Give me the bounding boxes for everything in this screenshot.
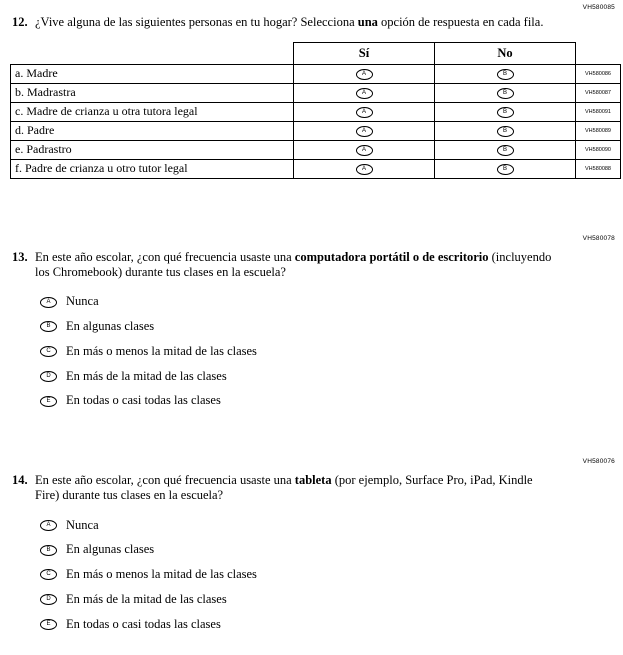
q14-option-algunas bbox=[40, 543, 623, 557]
table-row bbox=[11, 64, 621, 83]
q12-row-b-si-oval[interactable]: A bbox=[356, 88, 373, 99]
row-label: f. Padre de crianza u otro tutor legal bbox=[11, 159, 294, 178]
row-code: VH580087 bbox=[576, 83, 621, 102]
question-13 bbox=[12, 250, 623, 280]
question-12-number: 12. bbox=[12, 15, 28, 29]
q14-option-nunca bbox=[40, 519, 623, 533]
q14-item-code: VH580076 bbox=[582, 458, 615, 465]
question-14-text-after: (por ejemplo, Surface Pro, iPad, Kindle Fire) durante tus clases en la escuela? bbox=[35, 473, 533, 502]
q13-option-algunas bbox=[40, 320, 623, 334]
q12-row-f-si-oval[interactable]: A bbox=[356, 164, 373, 175]
q12-row-d-si-oval[interactable]: A bbox=[356, 126, 373, 137]
q14-option-2-oval[interactable]: B bbox=[40, 545, 57, 556]
option-label: En más de la mitad de las clases bbox=[66, 591, 227, 606]
row-code: VH580088 bbox=[576, 159, 621, 178]
q14-option-4-oval[interactable]: D bbox=[40, 594, 57, 605]
row-code: VH580091 bbox=[576, 102, 621, 121]
column-header-si: Sí bbox=[294, 42, 435, 64]
header-spacer-left bbox=[11, 42, 294, 64]
table-row bbox=[11, 159, 621, 178]
option-label: En más o menos la mitad de las clases bbox=[66, 343, 257, 358]
q13-option-5-oval[interactable]: E bbox=[40, 396, 57, 407]
q12-row-c-si-oval[interactable]: A bbox=[356, 107, 373, 118]
q13-option-3-oval[interactable]: C bbox=[40, 346, 57, 357]
option-label: En todas o casi todas las clases bbox=[66, 616, 221, 631]
option-label: Nunca bbox=[66, 517, 99, 532]
table-row bbox=[11, 83, 621, 102]
question-14 bbox=[12, 473, 623, 503]
row-label: c. Madre de crianza u otra tutora legal bbox=[11, 102, 294, 121]
row-label: d. Padre bbox=[11, 121, 294, 140]
q13-option-mas-o-menos-mitad bbox=[40, 345, 623, 359]
q14-option-todas bbox=[40, 618, 623, 632]
q14-option-5-oval[interactable]: E bbox=[40, 619, 57, 630]
option-label: Nunca bbox=[66, 294, 99, 309]
row-code: VH580090 bbox=[576, 140, 621, 159]
row-code: VH580086 bbox=[576, 64, 621, 83]
q14-option-mas-o-menos-mitad bbox=[40, 568, 623, 582]
q12-row-a-no-oval[interactable]: B bbox=[497, 69, 514, 80]
header-spacer-right bbox=[576, 42, 621, 64]
question-12-text-after: opción de respuesta en cada fila. bbox=[381, 15, 544, 29]
row-label: e. Padrastro bbox=[11, 140, 294, 159]
question-12-text-bold: una bbox=[357, 15, 378, 29]
question-12 bbox=[12, 15, 623, 30]
question-13-text-before: En este año escolar, ¿con qué frecuencia usaste una bbox=[35, 249, 292, 264]
table-row bbox=[11, 121, 621, 140]
q13-option-todas bbox=[40, 394, 623, 408]
q14-option-1-oval[interactable]: A bbox=[40, 520, 57, 531]
q12-row-c-no-oval[interactable]: B bbox=[497, 107, 514, 118]
row-code: VH580089 bbox=[576, 121, 621, 140]
q13-option-nunca bbox=[40, 295, 623, 309]
option-label: En algunas clases bbox=[66, 319, 155, 333]
table-row bbox=[11, 140, 621, 159]
question-12-text bbox=[35, 15, 563, 30]
q12-row-a-si-oval[interactable]: A bbox=[356, 69, 373, 80]
q14-options bbox=[0, 519, 623, 632]
option-label: En más o menos la mitad de las clases bbox=[66, 567, 257, 581]
question-12-text-before: ¿Vive alguna de las siguientes personas en tu hogar? Selecciona bbox=[35, 15, 355, 29]
q12-row-b-no-oval[interactable]: B bbox=[497, 88, 514, 99]
q12-row-e-no-oval[interactable]: B bbox=[497, 145, 514, 156]
q13-options bbox=[0, 295, 623, 408]
question-14-text bbox=[35, 473, 557, 503]
q13-option-4-oval[interactable]: D bbox=[40, 371, 57, 382]
q12-row-f-no-oval[interactable]: B bbox=[497, 164, 514, 175]
q14-option-3-oval[interactable]: C bbox=[40, 569, 57, 580]
question-13-number: 13. bbox=[12, 249, 28, 264]
option-label: En todas o casi todas las clases bbox=[66, 393, 221, 408]
q14-option-mas-de-mitad bbox=[40, 593, 623, 607]
table-header-row bbox=[11, 42, 621, 64]
column-header-no: No bbox=[435, 42, 576, 64]
option-label: En algunas clases bbox=[66, 542, 155, 557]
question-13-text-after: (incluyendo los Chromebook) durante tus clases en la escuela? bbox=[35, 249, 552, 279]
row-label: a. Madre bbox=[11, 64, 294, 83]
question-14-text-bold: tableta bbox=[294, 473, 332, 487]
q12-row-e-si-oval[interactable]: A bbox=[356, 145, 373, 156]
option-label: En más de la mitad de las clases bbox=[66, 368, 227, 383]
q13-option-2-oval[interactable]: B bbox=[40, 321, 57, 332]
q12-answer-table bbox=[10, 42, 621, 179]
question-14-text-before: En este año escolar, ¿con qué frecuencia usaste una bbox=[35, 473, 292, 487]
q13-item-code: VH580078 bbox=[582, 234, 615, 242]
q13-option-mas-de-mitad bbox=[40, 370, 623, 384]
question-13-text bbox=[35, 250, 557, 280]
form-code: VH580085 bbox=[582, 4, 615, 11]
q13-option-1-oval[interactable]: A bbox=[40, 297, 57, 308]
table-row bbox=[11, 102, 621, 121]
question-13-text-bold: computadora portátil o de escritorio bbox=[294, 249, 489, 264]
row-label: b. Madrastra bbox=[11, 83, 294, 102]
question-14-number: 14. bbox=[12, 473, 28, 487]
q12-row-d-no-oval[interactable]: B bbox=[497, 126, 514, 137]
